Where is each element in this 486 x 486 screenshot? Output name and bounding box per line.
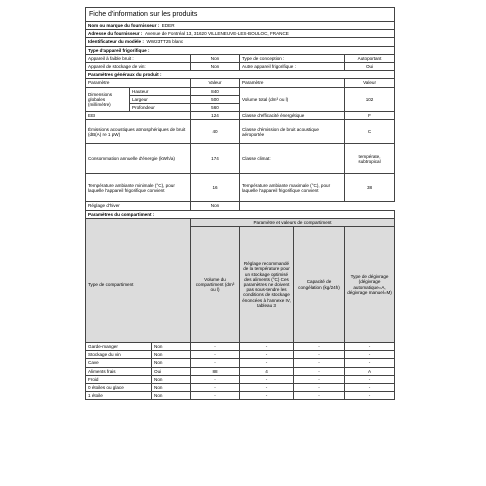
- parameter-label: Température ambiante minimale (°C), pour laquelle l'appareil frigorifique convient: [86, 174, 191, 202]
- type-label: Appareil à faible bruit :: [86, 54, 191, 62]
- compartment-name: 0 étoiles ou glace: [86, 384, 152, 392]
- compartment-group-header-row: [86, 218, 395, 226]
- supplier-value: EDER: [161, 23, 175, 28]
- compartment-volume: 88: [191, 367, 240, 375]
- compartment-defrost: -: [345, 351, 395, 359]
- parameter-label: Émissions acoustiques atmosphériques de bruit (dB(A) re 1 pW): [86, 120, 191, 144]
- compartment-temperature: -: [240, 384, 294, 392]
- compartment-presence: Non: [152, 359, 191, 367]
- type-value: Non: [191, 54, 240, 62]
- compartment-volume: -: [191, 375, 240, 383]
- parameter-label: Classe d'efficacité énergétique: [240, 112, 345, 120]
- compartment-header-row: [86, 227, 395, 343]
- compartment-row: [86, 384, 395, 392]
- compartment-name: Aliments frais: [86, 367, 152, 375]
- supplier-row: [86, 22, 395, 30]
- compartment-name: Stockage du vin: [86, 351, 152, 359]
- parameter-label: Classe d'émission de bruit acoustique aéroportée: [240, 120, 345, 144]
- model-row: [86, 38, 395, 46]
- type-value: Autoportant: [345, 54, 395, 62]
- compartment-type-header: Type de compartiment: [86, 227, 191, 343]
- compartment-defrost: -: [345, 392, 395, 400]
- dimension-value: 560: [191, 104, 240, 112]
- compartment-row: [86, 343, 395, 351]
- dimensions-label: Dimensions globales (millimètre): [86, 87, 130, 112]
- parameter-value: 38: [345, 174, 395, 202]
- compartment-temperature: -: [240, 351, 294, 359]
- compartment-volume: -: [191, 359, 240, 367]
- parameter-label: Consommation annuelle d'énergie (kWh/a): [86, 144, 191, 174]
- compartment-row: [86, 351, 395, 359]
- compartment-section-heading: Paramètres du compartiment :: [86, 210, 395, 218]
- compartment-defrost: -: [345, 359, 395, 367]
- supplier-label: Nom ou marque du fournisseur :: [88, 23, 160, 28]
- parameter-label: EEI: [86, 112, 191, 120]
- compartment-presence: Oui: [152, 367, 191, 375]
- type-section-heading: Type d'appareil frigorifique :: [86, 46, 395, 54]
- compartment-row: [86, 367, 395, 375]
- compartment-freezing: -: [294, 392, 345, 400]
- compartment-row: [86, 375, 395, 383]
- parameter-value: F: [345, 112, 395, 120]
- general-row: [86, 144, 395, 174]
- compartment-freezing: -: [294, 343, 345, 351]
- compartment-presence: Non: [152, 384, 191, 392]
- winter-value: Non: [191, 202, 240, 210]
- compartment-name: 1 étoile: [86, 392, 152, 400]
- dimension-name: Hauteur: [130, 87, 191, 95]
- compartment-volume: -: [191, 343, 240, 351]
- dimension-value: 840: [191, 87, 240, 95]
- compartment-temperature-header: Réglage recommandé de la température pour un stockage optimisé des aliments (°C) Ces paramètres ne doivent pas sous-tendre les conditions de stockage énoncées à l'annexe IV, tableau 3: [240, 227, 294, 343]
- compartment-temperature: -: [240, 392, 294, 400]
- column-header: Paramètre: [240, 79, 345, 87]
- compartment-volume: -: [191, 351, 240, 359]
- parameter-value: C: [345, 120, 395, 144]
- type-label: Type de conception :: [240, 54, 345, 62]
- compartment-defrost: -: [345, 343, 395, 351]
- dimension-name: Profondeur: [130, 104, 191, 112]
- model-label: Identificateur du modèle :: [88, 39, 144, 45]
- compartment-freezing: -: [294, 359, 345, 367]
- compartment-volume: -: [191, 392, 240, 400]
- compartment-presence: Non: [152, 351, 191, 359]
- compartment-temperature: -: [240, 359, 294, 367]
- dimension-name: Largeur: [130, 95, 191, 103]
- parameter-value: 124: [191, 112, 240, 120]
- dimension-row: [86, 87, 395, 95]
- general-section-heading: Paramètres généraux du produit :: [86, 71, 395, 79]
- compartment-freezing: -: [294, 384, 345, 392]
- compartment-name: Cave: [86, 359, 152, 367]
- general-row: [86, 112, 395, 120]
- compartment-name: Garde-manger: [86, 343, 152, 351]
- info-table: [85, 7, 395, 400]
- general-header-row: [86, 79, 395, 87]
- type-value: Non: [191, 63, 240, 71]
- volume-value: 102: [345, 87, 395, 112]
- type-label: Autre appareil frigorifique :: [240, 63, 345, 71]
- general-row: [86, 174, 395, 202]
- column-header: Paramètre: [86, 79, 191, 87]
- compartment-row: [86, 392, 395, 400]
- winter-row: [86, 202, 395, 210]
- compartment-temperature: 4: [240, 367, 294, 375]
- compartment-defrost-header: Type de dégivrage (dégivrage automatique=A, dégivrage manuel=M): [345, 227, 395, 343]
- compartment-row: [86, 359, 395, 367]
- column-header: Valeur: [191, 79, 240, 87]
- compartment-defrost: -: [345, 384, 395, 392]
- compartment-group-header: Paramètre et valeurs de compartiment: [191, 218, 395, 226]
- product-information-sheet: [85, 7, 394, 400]
- compartment-defrost: -: [345, 375, 395, 383]
- address-value: Avenue de Fontréal 13, 31620 VILLENEUVE-LES-BOULOC, FRANCE: [144, 31, 289, 37]
- compartment-volume-header: Volume du compartiment (dm³ ou l): [191, 227, 240, 343]
- compartment-name: Froid: [86, 375, 152, 383]
- volume-label: Volume total (dm³ ou l): [240, 87, 345, 112]
- compartment-temperature: -: [240, 343, 294, 351]
- sheet-title: Fiche d'information sur les produits: [86, 8, 395, 22]
- type-label: Appareil de stockage de vin:: [86, 63, 191, 71]
- address-row: [86, 30, 395, 38]
- compartment-volume: -: [191, 384, 240, 392]
- type-row: [86, 54, 395, 62]
- compartment-presence: Non: [152, 343, 191, 351]
- type-value: Oui: [345, 63, 395, 71]
- parameter-value: 16: [191, 174, 240, 202]
- parameter-value: températe, subtropical: [345, 144, 395, 174]
- address-label: Adresse du fournisseur :: [88, 31, 143, 37]
- compartment-presence: Non: [152, 375, 191, 383]
- compartment-presence: Non: [152, 392, 191, 400]
- general-row: [86, 120, 395, 144]
- parameter-value: 174: [191, 144, 240, 174]
- model-value: WW23TT25 blanc: [146, 39, 184, 45]
- compartment-freezing-header: Capacité de congélation (kg/24h): [294, 227, 345, 343]
- winter-label: Réglage d'hiver: [86, 202, 191, 210]
- compartment-freezing: -: [294, 375, 345, 383]
- parameter-value: 40: [191, 120, 240, 144]
- parameter-label: Température ambiante maximale (°C), pour laquelle l'appareil frigorifique convient: [240, 174, 345, 202]
- dimension-value: 500: [191, 95, 240, 103]
- type-row: [86, 63, 395, 71]
- parameter-label: Classe climat:: [240, 144, 345, 174]
- compartment-freezing: -: [294, 351, 345, 359]
- column-header: Valeur: [345, 79, 395, 87]
- compartment-defrost: A: [345, 367, 395, 375]
- compartment-temperature: -: [240, 375, 294, 383]
- compartment-freezing: -: [294, 367, 345, 375]
